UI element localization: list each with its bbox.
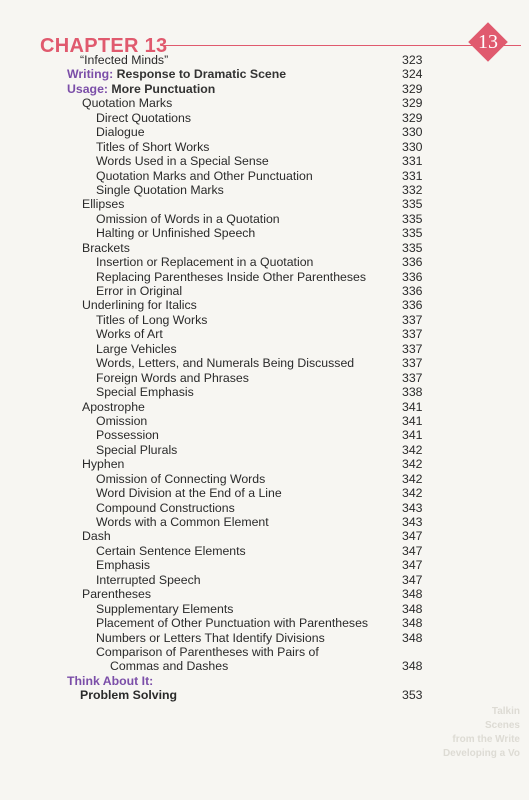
toc-page-number: 336 — [402, 269, 423, 284]
toc-entry-title: Apostrophe — [82, 399, 145, 414]
toc-entry — [0, 457, 529, 471]
toc-page-number: 337 — [402, 312, 423, 327]
section-keyword: Writing: — [67, 67, 114, 82]
toc-entry-title: Large Vehicles — [96, 341, 177, 356]
toc-entry-title: Word Division at the End of a Line — [96, 486, 282, 501]
bleed-line: Developing a Vo — [442, 748, 520, 759]
toc-entry-title: Direct Quotations — [96, 110, 192, 125]
toc-page-number: 347 — [402, 543, 423, 558]
toc-entry-title: Foreign Words and Phrases — [96, 370, 249, 385]
bleed-line: Talkin — [491, 706, 520, 717]
toc-entry — [0, 428, 529, 442]
toc-entry — [0, 53, 529, 67]
toc-page-number: 348 — [402, 616, 423, 631]
toc-entry-title: Commas and Dashes — [110, 659, 229, 674]
toc-entry — [0, 67, 529, 81]
section-title: More Punctuation — [108, 81, 216, 96]
toc-entry-title: Parentheses — [82, 587, 152, 602]
toc-entry-title: Insertion or Replacement in a Quotation — [96, 255, 314, 270]
toc-entry — [0, 371, 529, 385]
toc-entry-title: Omission — [96, 413, 148, 428]
toc-page-number: 342 — [402, 442, 423, 457]
toc-entry-title: Brackets — [82, 240, 130, 255]
toc-entry-title: Comparison of Parentheses with Pairs of — [96, 644, 319, 659]
toc-entry-title: Works of Art — [96, 327, 163, 342]
toc-page-number: 323 — [402, 53, 423, 67]
toc-entry — [0, 111, 529, 125]
toc-page-number: 353 — [402, 688, 423, 703]
toc-entry-title: Words Used in a Special Sense — [96, 154, 269, 169]
toc-entry — [0, 298, 529, 312]
toc-page-number: 329 — [402, 81, 423, 96]
toc-entry — [0, 356, 529, 370]
toc-entry — [0, 342, 529, 356]
toc-entry — [0, 82, 529, 96]
toc-entry-title: Words, Letters, and Numerals Being Discussed — [96, 356, 355, 371]
toc-page-number: 342 — [402, 471, 423, 486]
toc-entry — [0, 674, 529, 688]
toc-entry — [0, 327, 529, 341]
toc-entry-title: Halting or Unfinished Speech — [96, 226, 256, 241]
toc-entry-title: Dash — [82, 529, 111, 544]
toc-entry — [0, 96, 529, 110]
toc-entry-title: Underlining for Italics — [82, 298, 197, 313]
toc-page-number: 348 — [402, 587, 423, 602]
toc-entry — [0, 573, 529, 587]
toc-page-number: 335 — [402, 197, 423, 212]
toc-entry-title — [67, 67, 286, 81]
toc-entry-title: Quotation Marks — [82, 96, 173, 111]
toc-page-number: 335 — [402, 211, 423, 226]
toc-entry — [0, 140, 529, 154]
toc-entry-title: Certain Sentence Elements — [96, 543, 246, 558]
toc-entry-title: Ellipses — [82, 197, 125, 212]
toc-page-number: 331 — [402, 168, 423, 183]
toc-entry — [0, 255, 529, 269]
toc-entry-title — [67, 82, 215, 96]
toc-page-number: 342 — [402, 457, 423, 472]
toc-entry — [0, 659, 529, 673]
toc-entry — [0, 183, 529, 197]
toc-page-number: 330 — [402, 139, 423, 154]
toc-page-number: 324 — [402, 67, 423, 82]
section-keyword: Usage: — [67, 81, 109, 96]
toc-entry — [0, 414, 529, 428]
toc-entry — [0, 313, 529, 327]
toc-entry-title: Hyphen — [82, 457, 125, 472]
toc-entry-title: Titles of Long Works — [96, 312, 208, 327]
section-title: Response to Dramatic Scene — [113, 67, 287, 82]
toc-entry — [0, 515, 529, 529]
toc-entry-title: Possession — [96, 428, 159, 443]
toc-entry — [0, 472, 529, 486]
toc-entry — [0, 154, 529, 168]
toc-page-number: 330 — [402, 125, 423, 140]
toc-page-number: 336 — [402, 284, 423, 298]
toc-entry-title: Placement of Other Punctuation with Parentheses — [96, 616, 369, 631]
bleed-line: Scenes — [484, 720, 520, 731]
toc-entry — [0, 486, 529, 500]
toc-entry — [0, 400, 529, 414]
toc-entry — [0, 241, 529, 255]
toc-entry — [0, 212, 529, 226]
toc-entry-title: Omission of Words in a Quotation — [96, 211, 280, 226]
toc-entry-title: Interrupted Speech — [96, 572, 201, 587]
toc-page-number: 341 — [402, 413, 423, 428]
toc-page-number: 335 — [402, 226, 423, 241]
toc-page-number: 341 — [402, 428, 423, 443]
toc-entry — [0, 169, 529, 183]
toc-entry — [0, 602, 529, 616]
toc-entry — [0, 443, 529, 457]
toc-entry-title: Special Emphasis — [96, 385, 194, 400]
toc-page-number: 343 — [402, 500, 423, 515]
toc-page-number: 331 — [402, 154, 423, 169]
toc-entry — [0, 587, 529, 601]
toc-entry-title: Numbers or Letters That Identify Divisions — [96, 630, 325, 645]
toc-entry-title: Quotation Marks and Other Punctuation — [96, 168, 313, 183]
toc-entry — [0, 688, 529, 702]
toc-page-number: 337 — [402, 327, 423, 342]
chapter-number: 13 — [478, 31, 498, 53]
toc-entry — [0, 616, 529, 630]
toc-page-number: 337 — [402, 341, 423, 356]
toc-entry-title: Titles of Short Works — [96, 139, 210, 154]
toc-page-number: 329 — [402, 110, 423, 125]
toc-entry-title: Emphasis — [96, 558, 150, 573]
toc-entry-title: Words with a Common Element — [96, 515, 269, 529]
toc-page-number: 347 — [402, 558, 423, 573]
toc-page-number: 338 — [402, 385, 423, 400]
toc-page-number: 337 — [402, 370, 423, 385]
bleed-line: from the Write — [452, 734, 520, 745]
toc-entry — [0, 226, 529, 240]
toc-page-number: 336 — [402, 255, 423, 270]
toc-entry-title: Dialogue — [96, 125, 145, 140]
chapter-title: CHAPTER 13 — [40, 35, 168, 57]
toc-page-number: 337 — [402, 356, 423, 371]
toc-entry-title: Problem Solving — [80, 688, 178, 703]
toc-entry-title: Omission of Connecting Words — [96, 471, 266, 486]
table-of-contents — [0, 53, 529, 703]
toc-page-number: 341 — [402, 399, 423, 414]
toc-entry — [0, 284, 529, 298]
toc-entry — [0, 558, 529, 572]
toc-page-number: 342 — [402, 486, 423, 501]
toc-page-number: 329 — [402, 96, 423, 111]
toc-entry — [0, 529, 529, 543]
toc-page-number: 347 — [402, 572, 423, 587]
toc-entry-title: Think About It: — [67, 673, 154, 688]
toc-entry — [0, 270, 529, 284]
toc-entry-title: Error in Original — [96, 284, 183, 298]
toc-entry-title: “Infected Minds” — [80, 53, 169, 67]
toc-entry — [0, 544, 529, 558]
toc-entry-title: Single Quotation Marks — [96, 182, 224, 197]
toc-entry-title: Special Plurals — [96, 442, 178, 457]
toc-entry — [0, 385, 529, 399]
toc-page-number: 343 — [402, 515, 423, 529]
toc-page-number: 348 — [402, 601, 423, 616]
toc-entry-title: Compound Constructions — [96, 500, 235, 515]
toc-page-number: 348 — [402, 659, 423, 674]
toc-entry — [0, 501, 529, 515]
toc-page-number: 336 — [402, 298, 423, 313]
toc-entry — [0, 645, 529, 659]
toc-entry — [0, 631, 529, 645]
toc-entry — [0, 125, 529, 139]
chapter-rule — [161, 45, 521, 46]
toc-entry-title: Supplementary Elements — [96, 601, 234, 616]
toc-page-number: 335 — [402, 240, 423, 255]
toc-page-number: 347 — [402, 529, 423, 544]
toc-entry — [0, 197, 529, 211]
toc-entry-title: Replacing Parentheses Inside Other Parentheses — [96, 269, 367, 284]
toc-page-number: 332 — [402, 182, 423, 197]
bleed-through-text — [360, 705, 520, 795]
toc-page-number: 348 — [402, 630, 423, 645]
